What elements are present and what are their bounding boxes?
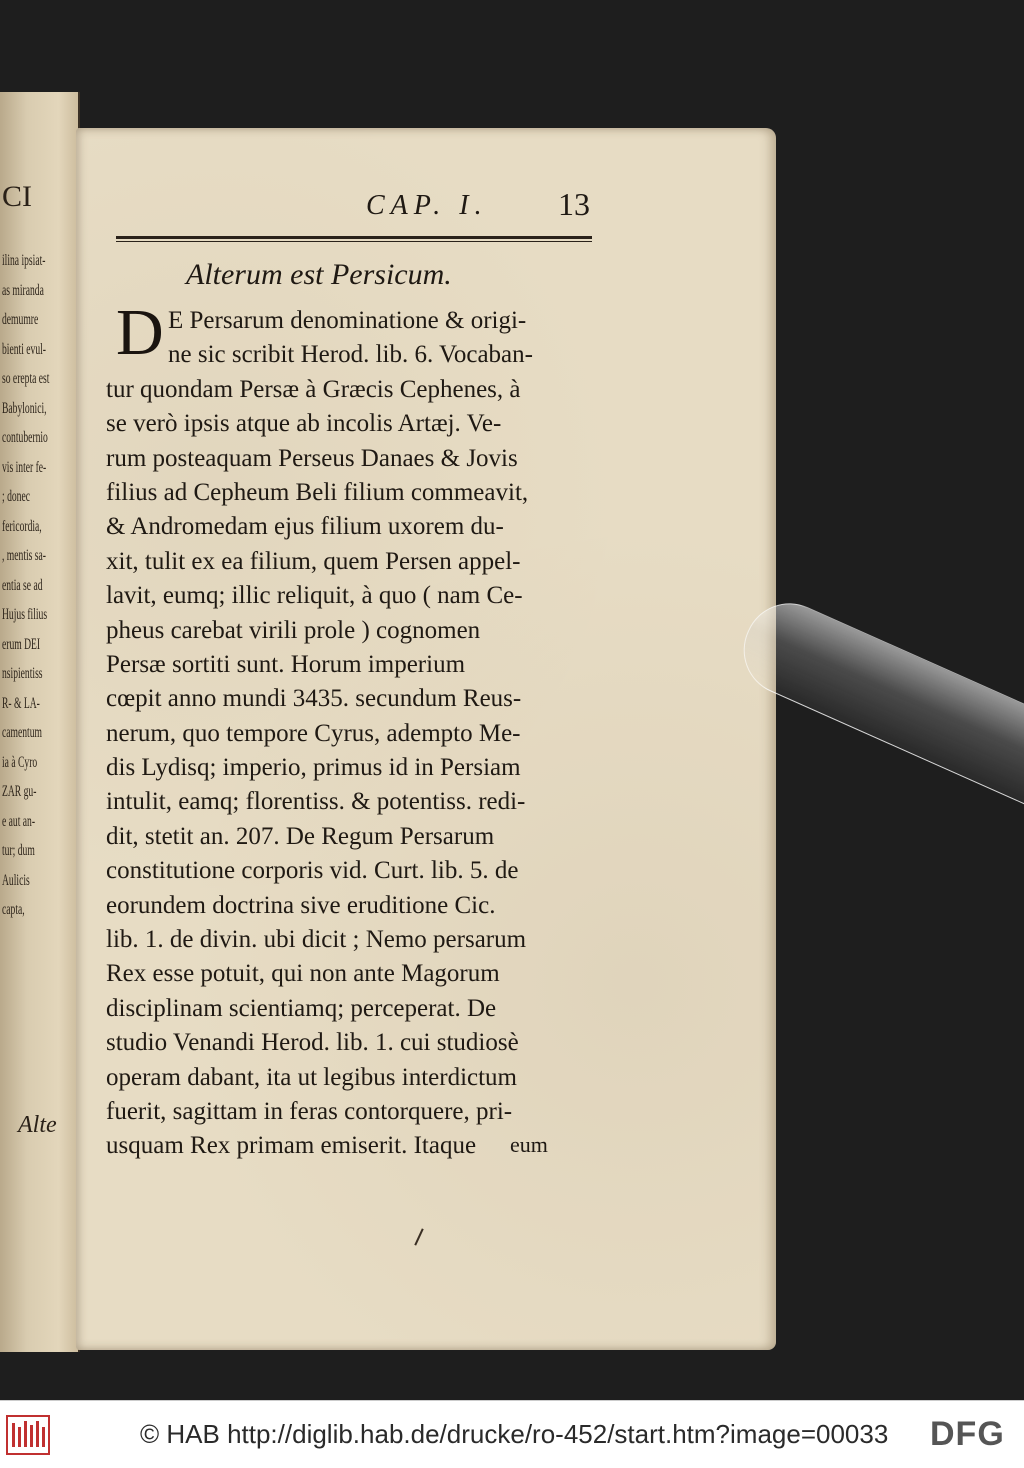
previous-page-line: ilina ipsiat- <box>2 252 46 269</box>
text-line: constitutione corporis vid. Curt. lib. 5. de <box>106 857 519 885</box>
dfg-logo: DFG <box>930 1415 1005 1453</box>
pencil-mark <box>414 1228 423 1245</box>
text-line: filius ad Cepheum Beli filium commeavit, <box>106 478 529 506</box>
book-page <box>76 128 776 1350</box>
previous-page-line: Aulicis <box>2 871 30 889</box>
previous-page-line: entia se ad <box>2 576 43 594</box>
section-title: Alterum est Persicum. <box>186 258 452 291</box>
text-line: lavit, eumq; illic reliquit, à quo ( nam Ce- <box>106 582 523 610</box>
drop-capital: D <box>116 296 164 369</box>
text-line: eorundem doctrina sive eruditione Cic. <box>106 891 496 919</box>
previous-page-line: ZAR gu- <box>2 783 37 800</box>
previous-page-line: ia à Cyro <box>2 753 38 771</box>
previous-page-catchword: Alte <box>18 1112 57 1138</box>
previous-page-line: as miranda <box>2 281 44 299</box>
previous-page-line: camentum <box>2 724 42 741</box>
previous-page-line: capta, <box>2 901 25 918</box>
text-line: Rex esse potuit, qui non ante Magorum <box>106 960 500 988</box>
text-line: intulit, eamq; florentiss. & potentiss. redi- <box>106 788 526 816</box>
previous-page-edge <box>0 92 80 1352</box>
previous-page-line: R- & LA- <box>2 694 40 712</box>
previous-page-line: bienti evul- <box>2 340 46 358</box>
header-rule <box>116 236 592 239</box>
previous-page-line: nsipientiss <box>2 665 43 682</box>
hab-logo-icon <box>6 1415 50 1455</box>
previous-page-line: ; donec <box>2 488 30 505</box>
text-line: studio Venandi Herod. lib. 1. cui studiosè <box>106 1029 519 1057</box>
text-line: tur quondam Persæ à Græcis Cephenes, à <box>106 375 521 403</box>
text-line: dis Lydisq; imperio, primus id in Persiam <box>106 754 521 782</box>
previous-page-line: tur; dum <box>2 842 35 859</box>
copyright-credit: © HAB http://diglib.hab.de/drucke/ro-452/start.htm?image=00033 <box>140 1419 889 1449</box>
previous-page-line: erum DEI <box>2 635 41 653</box>
previous-page-line: demumre <box>2 311 39 328</box>
text-line: dit, stetit an. 207. De Regum Persarum <box>106 822 495 850</box>
text-line: xit, tulit ex ea filium, quem Persen appel- <box>106 547 521 575</box>
previous-page-head-fragment: CI <box>2 180 32 213</box>
text-line: operam dabant, ita ut legibus interdictum <box>106 1063 517 1091</box>
text-line: fuerit, sagittam in feras contorquere, pri- <box>106 1097 513 1125</box>
running-head: CAP. I. <box>366 190 488 221</box>
text-line: cœpit anno mundi 3435. secundum Reus- <box>106 685 522 713</box>
text-line: rum posteaquam Perseus Danaes & Jovis <box>106 444 518 472</box>
page-number: 13 <box>558 186 590 222</box>
footer-bar <box>0 1400 1024 1468</box>
text-line: se verò ipsis atque ab incolis Artæj. Ve- <box>106 410 502 438</box>
previous-page-line: fericordia, <box>2 517 42 535</box>
text-line: & Andromedam ejus filium uxorem du- <box>106 513 504 541</box>
previous-page-line: vis inter fe- <box>2 458 47 476</box>
text-line: E Persarum denominatione & origi- <box>168 307 527 334</box>
text-line: Persæ sortiti sunt. Horum imperium <box>106 650 466 678</box>
previous-page-line: e aut an- <box>2 812 36 830</box>
previous-page-line: Babylonici, <box>2 399 47 417</box>
text-line: usquam Rex primam emiserit. Itaque <box>106 1132 477 1160</box>
previous-page-line: contubernio <box>2 429 48 446</box>
body-text <box>106 304 606 1164</box>
previous-page-line: so erepta est <box>2 370 50 387</box>
text-line: nerum, quo tempore Cyrus, adempto Me- <box>106 719 521 747</box>
previous-page-line: , mentis sa- <box>2 547 46 564</box>
text-line: disciplinam scientiamq; perceperat. De <box>106 994 497 1022</box>
catchword: eum <box>510 1132 548 1157</box>
text-line: pheus carebat virili prole ) cognomen <box>106 616 481 644</box>
previous-page-lines <box>2 246 76 925</box>
previous-page-line: Hujus filius <box>2 606 48 623</box>
text-line: lib. 1. de divin. ubi dicit ; Nemo persarum <box>106 926 527 954</box>
text-line: ne sic scribit Herod. lib. 6. Vocaban- <box>168 341 533 369</box>
